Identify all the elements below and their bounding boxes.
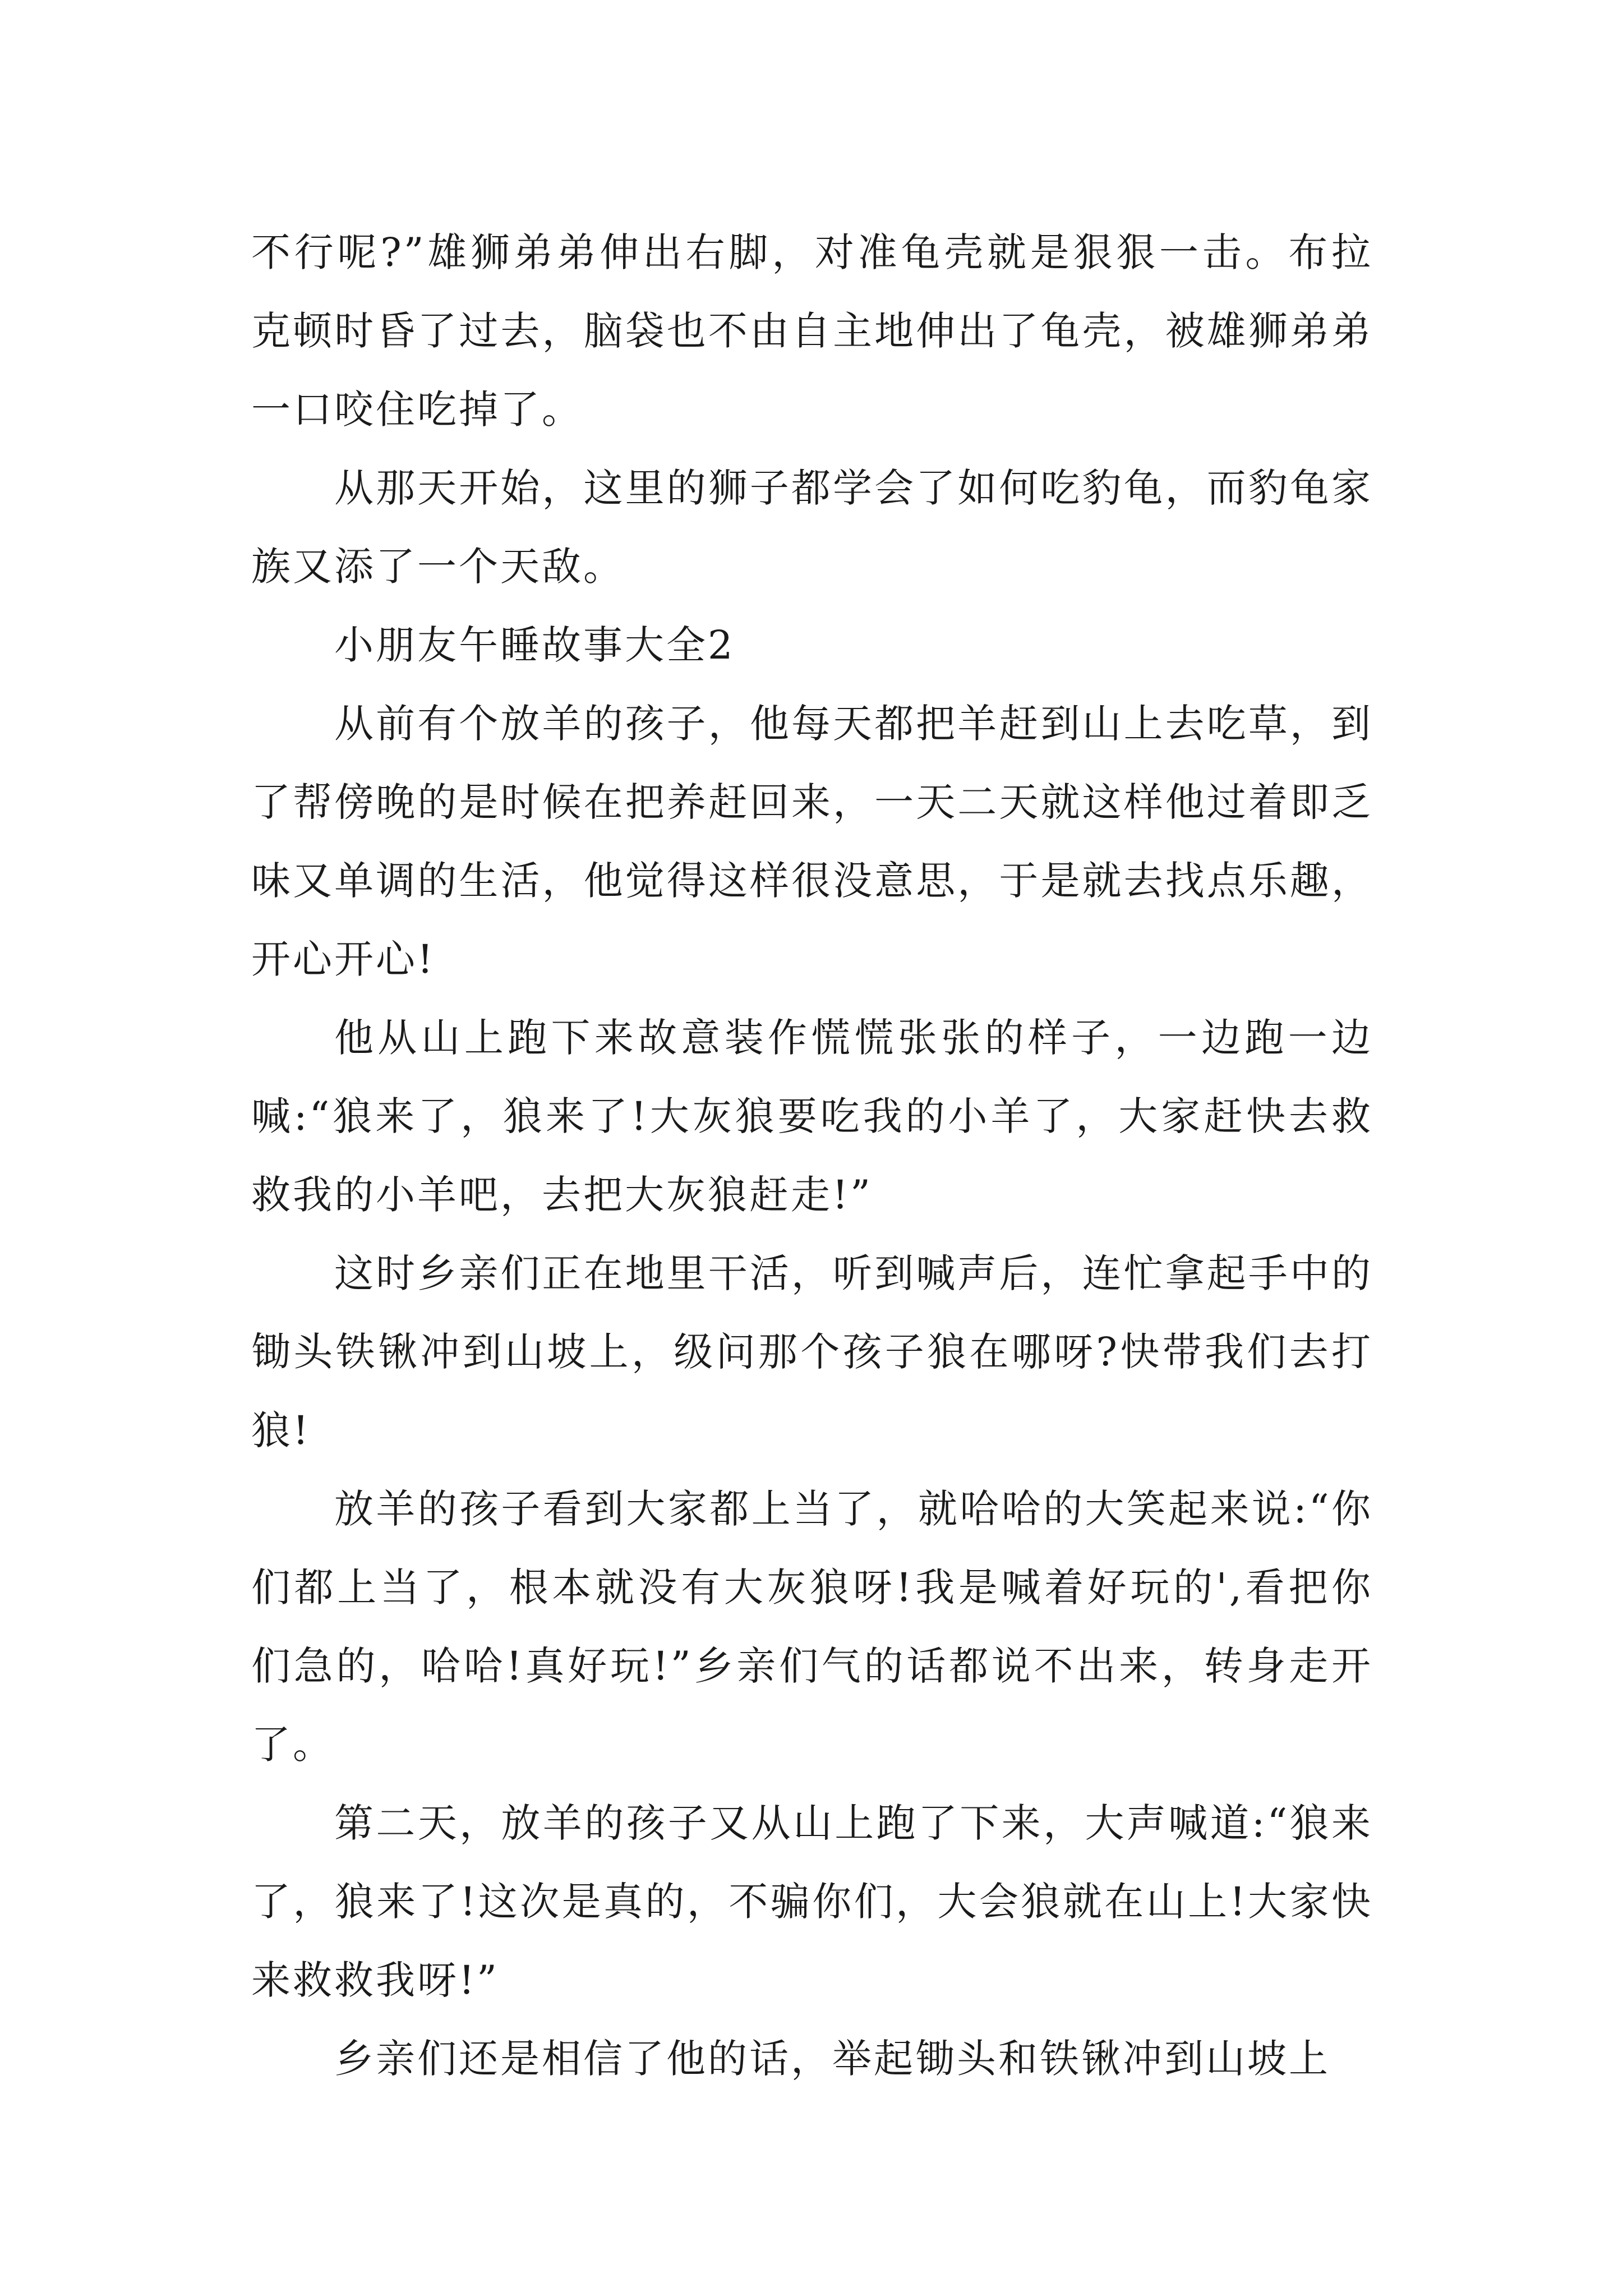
- paragraph-continuation: 不行呢?”雄狮弟弟伸出右脚，对准龟壳就是狠狠一击。布拉克顿时昏了过去，脑袋也不由自主地伸出了龟壳，被雄狮弟弟一口咬住吃掉了。: [251, 229, 1373, 432]
- paragraph: 第二天，放羊的孩子又从山上跑了下来，大声喊道:“狼来了，狼来了!这次是真的，不骗你们，大会狼就在山上!大家快来救救我呀!”: [251, 1800, 1373, 2003]
- document-body: [251, 213, 1373, 2098]
- section-heading: 小朋友午睡故事大全2: [334, 622, 735, 668]
- paragraph: 从那天开始，这里的狮子都学会了如何吃豹龟，而豹龟家族又添了一个天敌。: [251, 465, 1373, 590]
- paragraph: 从前有个放羊的孩子，他每天都把羊赶到山上去吃草，到了帮傍晚的是时候在把养赶回来，一天二天就这样他过着即乏味又单调的生活，他觉得这样很没意思，于是就去找点乐趣，开心开心!: [251, 701, 1373, 982]
- paragraph: 他从山上跑下来故意装作慌慌张张的样子，一边跑一边喊:“狼来了，狼来了!大灰狼要吃我的小羊了，大家赶快去救救我的小羊吧，去把大灰狼赶走!”: [251, 1015, 1373, 1218]
- paragraph: 乡亲们还是相信了他的话，举起锄头和铁锹冲到山坡上: [334, 2036, 1330, 2082]
- paragraph: 放羊的孩子看到大家都上当了，就哈哈的大笑起来说:“你们都上当了，根本就没有大灰狼呀!我是喊着好玩的',看把你们急的，哈哈!真好玩!”乡亲们气的话都说不出来，转身走开了。: [251, 1486, 1373, 1768]
- paragraph: 这时乡亲们正在地里干活，听到喊声后，连忙拿起手中的锄头铁锹冲到山坡上，级问那个孩子狼在哪呀?快带我们去打狼!: [251, 1250, 1373, 1453]
